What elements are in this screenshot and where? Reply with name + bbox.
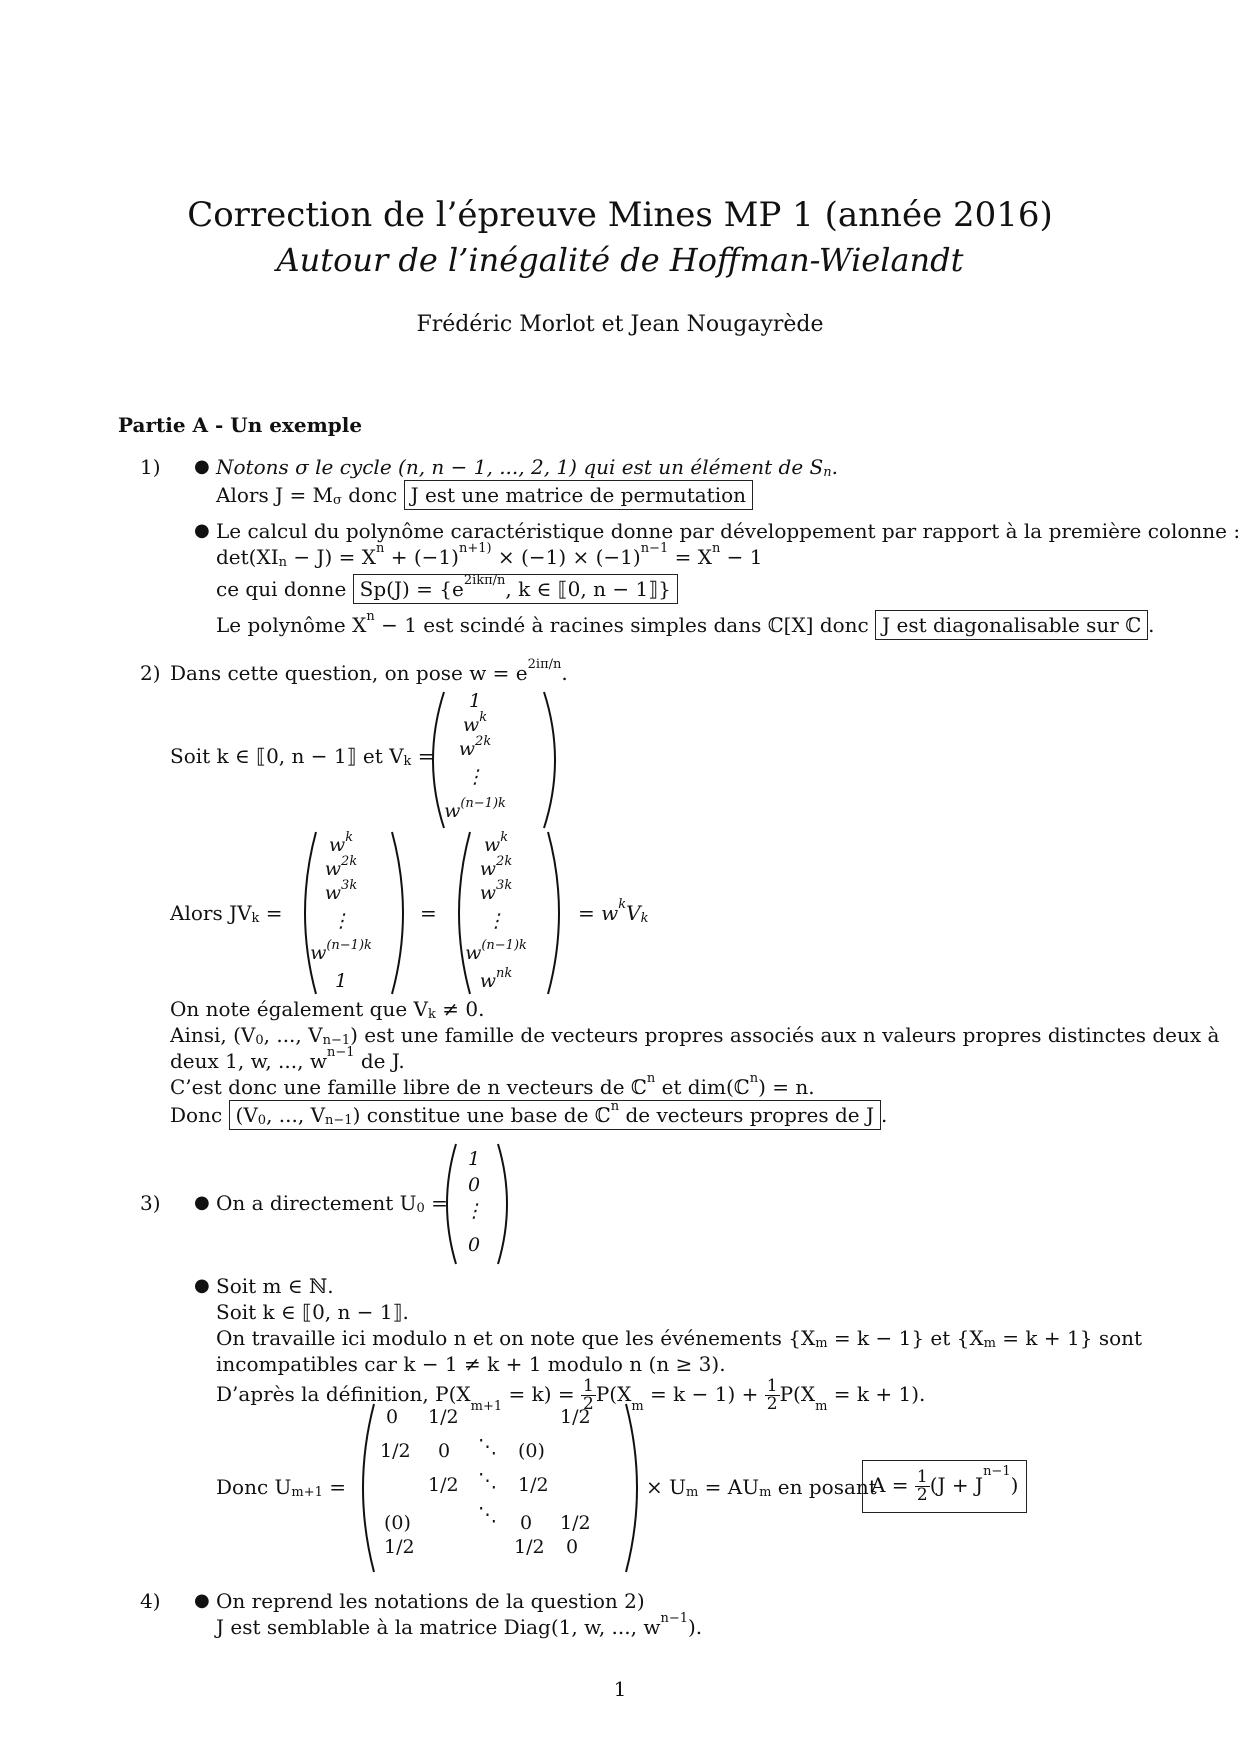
matrix-entry: 1/2 bbox=[560, 1406, 591, 1428]
q2-line1: On note également que $V_k \ne 0$. bbox=[170, 997, 485, 1023]
q3-bullet2-line5: D’après la définition, $P(X_{m+1} = k)$ = $\frac{1}{2}$ $P(X_m = k - 1)$ + $\frac{1}{2}$ $P(X_m = k + 1)$. bbox=[216, 1376, 926, 1415]
page-subtitle: Autour de l’inégalité de Hoffman-Wielandt bbox=[276, 241, 964, 279]
q2-result: = $w^kV_k$ bbox=[578, 897, 649, 927]
vector-entry: $w^{(n-1)k}$ bbox=[310, 938, 372, 964]
transition-matrix bbox=[370, 1402, 640, 1574]
result-box: J est une matrice de permutation bbox=[404, 480, 753, 510]
q2-alors: Alors $JV_k$ = bbox=[170, 901, 283, 927]
jvk-vector bbox=[306, 830, 402, 996]
vector-entry: $w^{nk}$ bbox=[479, 966, 513, 992]
matrix-entry: 0 bbox=[566, 1536, 579, 1558]
question-number-2: 2) bbox=[140, 661, 161, 685]
vector-entry: $w^{2k}$ bbox=[458, 734, 492, 760]
matrix-entry: (0) bbox=[384, 1512, 411, 1534]
shifted-vector bbox=[460, 830, 558, 996]
vector-entry: $w^{2k}$ bbox=[479, 854, 513, 880]
vector-entry: ⋮ bbox=[465, 766, 485, 788]
matrix-entry: 1/2 bbox=[428, 1406, 459, 1428]
vector-entry: $w^{2k}$ bbox=[324, 854, 358, 880]
vector-entry: 0 bbox=[467, 1174, 481, 1196]
matrix-entry: 1/2 bbox=[514, 1536, 545, 1558]
vk-vector bbox=[440, 690, 550, 830]
q3-bullet2-line2: Soit k ∈ ⟦0, n − 1⟧. bbox=[216, 1300, 409, 1324]
bullet-icon: ● bbox=[194, 456, 210, 477]
section-heading: Partie A - Un exemple bbox=[118, 413, 363, 437]
q1-bullet2-line1: Le calcul du polynôme caractéristique donne par développement par rapport à la première colonne : bbox=[216, 519, 1240, 543]
equals-sign: = bbox=[420, 901, 437, 925]
matrix-entry: ⋱ bbox=[478, 1470, 497, 1492]
q2-line2: Ainsi, ($V_0$, ..., $V_{n-1}$) est une famille de vecteurs propres associés aux n valeurs propres distinctes deux à bbox=[170, 1023, 1220, 1049]
fraction: $\frac{1}{2}$ bbox=[766, 1376, 778, 1414]
authors: Frédéric Morlot et Jean Nougayrède bbox=[416, 312, 824, 337]
vector-entry: $w^k$ bbox=[328, 830, 354, 856]
matrix-entry: 1/2 bbox=[380, 1440, 411, 1462]
q1-bullet1-line1: Notons σ le cycle (n, n − 1, ..., 2, 1) qui est un élément de $S_n$. bbox=[216, 455, 838, 481]
vector-entry: $w^{(n-1)k}$ bbox=[444, 796, 506, 822]
q4-bullet1-line1: On reprend les notations de la question 2) bbox=[216, 1589, 645, 1613]
vector-entry: 0 bbox=[467, 1234, 481, 1256]
matrix-entry: 0 bbox=[386, 1406, 399, 1428]
q1-bullet2-line4: Le polynôme $X^n - 1$ est scindé à racines simples dans ℂ[X] donc J est diagonalisable sur ℂ . bbox=[216, 614, 1154, 637]
matrix-entry: 0 bbox=[438, 1440, 451, 1462]
q2-soit: Soit k ∈ ⟦0, n − 1⟧ et $V_k$ = bbox=[170, 744, 435, 770]
q2-line3: deux 1, w, ..., $w^{n-1}$ de J. bbox=[170, 1045, 405, 1073]
vector-entry: 1 bbox=[334, 970, 348, 992]
bullet-icon: ● bbox=[194, 1192, 210, 1213]
fraction: $\frac{1}{2}$ bbox=[916, 1467, 928, 1505]
vector-entry: ⋮ bbox=[464, 1200, 484, 1222]
vector-entry: $w^{3k}$ bbox=[324, 878, 358, 904]
bullet-icon: ● bbox=[194, 1275, 210, 1296]
question-number-1: 1) bbox=[140, 455, 161, 479]
vector-entry: ⋮ bbox=[331, 910, 351, 932]
q3-donc: Donc $U_{m+1}$ = bbox=[216, 1475, 346, 1501]
matrix-entry: ⋱ bbox=[478, 1436, 497, 1458]
bullet-icon: ● bbox=[194, 1590, 210, 1611]
question-number-4: 4) bbox=[140, 1589, 161, 1613]
matrix-entry: 1/2 bbox=[428, 1474, 459, 1496]
matrix-entry: 0 bbox=[520, 1512, 533, 1534]
vector-entry: $w^k$ bbox=[462, 710, 488, 736]
page-title: Correction de l’épreuve Mines MP 1 (année 2016) bbox=[187, 195, 1053, 235]
q1-bullet1-line2: Alors $J = M_\sigma$ donc J est une matrice de permutation bbox=[216, 484, 753, 507]
vector-entry: $w^{3k}$ bbox=[479, 878, 513, 904]
vector-entry: 1 bbox=[467, 1148, 481, 1170]
q2-intro: Dans cette question, on pose $w = e^{2i\pi/n}$. bbox=[170, 657, 568, 685]
question-number-3: 3) bbox=[140, 1191, 161, 1215]
q3-bullet1: On a directement $U_0$ = bbox=[216, 1191, 448, 1217]
result-box: $Sp(J) = \{e^{2ik\pi/n}$, k ∈ ⟦0, n − 1⟧} bbox=[353, 574, 678, 604]
q3-bullet2-line3: On travaille ici modulo n et on note que les événements $\{X_m = k - 1\}$ et $\{X_m = k + 1\}$ sont bbox=[216, 1326, 1143, 1352]
page-number: 1 bbox=[613, 1677, 627, 1701]
matrix-entry: 1/2 bbox=[518, 1474, 549, 1496]
result-box: J est diagonalisable sur ℂ bbox=[875, 610, 1148, 640]
q2-line4: C’est donc une famille libre de n vecteurs de ℂ$^n$ et dim(ℂ$^n$) = n. bbox=[170, 1071, 815, 1099]
matrix-entry: 1/2 bbox=[384, 1536, 415, 1558]
q3-after: × $U_m = AU_m$ en posant bbox=[646, 1475, 877, 1501]
vector-entry: $w^{(n-1)k}$ bbox=[465, 938, 527, 964]
q3-bullet2-line1: Soit m ∈ ℕ. bbox=[216, 1274, 334, 1298]
fraction: $\frac{1}{2}$ bbox=[583, 1376, 594, 1414]
q2-line5: Donc ($V_0$, ..., $V_{n-1}$) constitue une base de ℂ$^n$ de vecteurs propres de J . bbox=[170, 1099, 888, 1129]
result-box: ($V_0$, ..., $V_{n-1}$) constitue une base de ℂ$^n$ de vecteurs propres de J bbox=[229, 1100, 881, 1130]
result-box: A = $\frac{1}{2}$ $(J + J^{n-1})$ bbox=[862, 1460, 1027, 1513]
bullet-icon: ● bbox=[194, 520, 210, 541]
u0-vector bbox=[454, 1142, 500, 1266]
matrix-entry: 1/2 bbox=[560, 1512, 591, 1534]
vector-entry: $w^k$ bbox=[483, 830, 509, 856]
matrix-entry: ⋱ bbox=[478, 1504, 497, 1526]
vector-entry: ⋮ bbox=[486, 910, 506, 932]
q4-bullet1-line2: J est semblable à la matrice Diag(1, w, ..., $w^{n-1}$). bbox=[216, 1611, 703, 1639]
vector-entry: 1 bbox=[468, 690, 482, 712]
q1-bullet2-line2: $\det(XI_n - J) = X^n + (-1)^{n+1)} \times (-1) \times (-1)^{n-1} = X^n - 1$ bbox=[216, 541, 763, 571]
q3-bullet2-line4: incompatibles car k − 1 ≠ k + 1 modulo n (n ≥ 3). bbox=[216, 1352, 726, 1376]
matrix-entry: (0) bbox=[518, 1440, 545, 1462]
q1-bullet2-line3: ce qui donne $Sp(J) = \{e^{2ik\pi/n}$, k ∈ ⟦0, n − 1⟧} bbox=[216, 578, 678, 601]
